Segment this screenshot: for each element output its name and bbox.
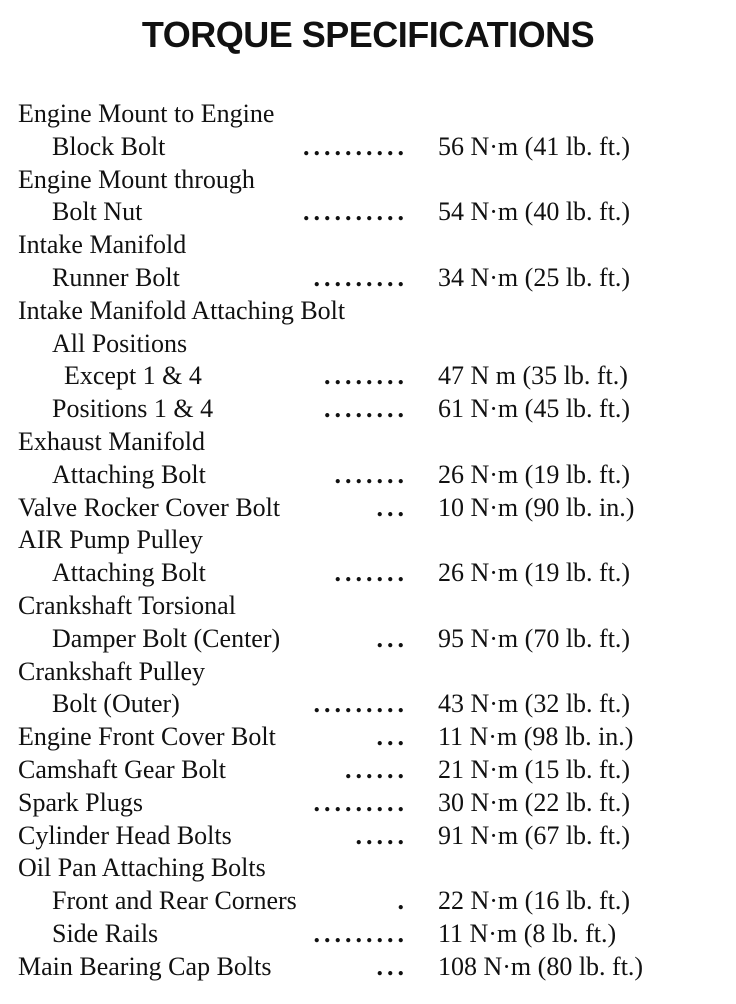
dot-leader: ......... — [313, 787, 408, 817]
spec-value: 10 N·m (90 lb. in.) — [438, 492, 635, 522]
dot-leader: . — [397, 886, 408, 916]
spec-line — [18, 951, 718, 984]
spec-line — [18, 426, 718, 459]
dot-leader: ......... — [313, 262, 408, 292]
spec-label: Spark Plugs — [18, 787, 143, 817]
spec-line — [18, 820, 718, 853]
spec-label: Engine Mount through — [18, 164, 255, 194]
spec-line — [18, 787, 718, 820]
spec-value: 30 N·m (22 lb. ft.) — [438, 787, 631, 817]
spec-line — [18, 131, 718, 164]
dot-leader: ... — [376, 623, 408, 653]
spec-label: Positions 1 & 4 — [52, 394, 214, 424]
spec-value: 47 N m (35 lb. ft.) — [438, 361, 628, 391]
spec-label: Cylinder Head Bolts — [18, 820, 232, 850]
spec-line — [18, 885, 718, 918]
spec-line — [18, 754, 718, 787]
dot-leader: ... — [376, 722, 408, 752]
dot-leader: ... — [376, 951, 408, 981]
dot-leader: ........ — [324, 394, 408, 424]
spec-value: 61 N·m (45 lb. ft.) — [438, 394, 631, 424]
spec-label: Valve Rocker Cover Bolt — [18, 492, 281, 522]
spec-value: 95 N·m (70 lb. ft.) — [438, 623, 631, 653]
spec-label: Block Bolt — [52, 131, 166, 161]
spec-line — [18, 164, 718, 197]
spec-label: Crankshaft Torsional — [18, 590, 236, 620]
spec-label: Attaching Bolt — [52, 558, 206, 588]
spec-value: 22 N·m (16 lb. ft.) — [438, 886, 631, 916]
spec-value: 54 N·m (40 lb. ft.) — [438, 197, 631, 227]
spec-line — [18, 98, 718, 131]
spec-line — [18, 918, 718, 951]
spec-label: AIR Pump Pulley — [18, 525, 203, 555]
spec-line — [18, 590, 718, 623]
dot-leader: ....... — [334, 459, 408, 489]
page-title: TORQUE SPECIFICATIONS — [141, 14, 595, 55]
spec-value: 108 N·m (80 lb. ft.) — [438, 951, 644, 981]
spec-label: Engine Front Cover Bolt — [18, 722, 276, 752]
dot-leader: ......... — [313, 689, 408, 719]
spec-label: Bolt Nut — [52, 197, 143, 227]
spec-line — [18, 623, 718, 656]
spec-line — [18, 492, 718, 525]
spec-label: Camshaft Gear Bolt — [18, 754, 226, 784]
spec-label: All Positions — [52, 328, 188, 358]
dot-leader: ..... — [355, 820, 408, 850]
spec-line — [18, 393, 718, 426]
spec-line — [18, 360, 718, 393]
spec-value: 21 N·m (15 lb. ft.) — [438, 754, 631, 784]
spec-line — [18, 721, 718, 754]
spec-value: 11 N·m (98 lb. in.) — [438, 722, 634, 752]
spec-line — [18, 295, 718, 328]
spec-line — [18, 688, 718, 721]
spec-line — [18, 459, 718, 492]
spec-value: 43 N·m (32 lb. ft.) — [438, 689, 631, 719]
spec-value: 11 N·m (8 lb. ft.) — [438, 918, 617, 948]
spec-label: Crankshaft Pulley — [18, 656, 206, 686]
spec-label: Attaching Bolt — [52, 459, 206, 489]
dot-leader: ....... — [334, 558, 408, 588]
spec-value: 34 N·m (25 lb. ft.) — [438, 262, 631, 292]
spec-line — [18, 852, 718, 885]
torque-spec-list — [18, 98, 718, 984]
spec-label: Main Bearing Cap Bolts — [18, 951, 272, 981]
dot-leader: .......... — [303, 197, 408, 227]
spec-value: 26 N·m (19 lb. ft.) — [438, 558, 631, 588]
spec-value: 56 N·m (41 lb. ft.) — [438, 131, 631, 161]
spec-label: Side Rails — [52, 918, 159, 948]
spec-value: 26 N·m (19 lb. ft.) — [438, 459, 631, 489]
spec-label: Oil Pan Attaching Bolts — [18, 853, 266, 883]
spec-label: Exhaust Manifold — [18, 426, 206, 456]
spec-line — [18, 196, 718, 229]
dot-leader: ......... — [313, 918, 408, 948]
dot-leader: ... — [376, 492, 408, 522]
spec-label: Bolt (Outer) — [52, 689, 180, 719]
dot-leader: ........ — [324, 361, 408, 391]
dot-leader: ...... — [345, 754, 408, 784]
spec-label: Except 1 & 4 — [64, 361, 202, 391]
spec-line — [18, 557, 718, 590]
spec-label: Intake Manifold Attaching Bolt — [18, 295, 346, 325]
spec-line — [18, 328, 718, 361]
spec-line — [18, 656, 718, 689]
dot-leader: .......... — [303, 131, 408, 161]
spec-label: Engine Mount to Engine — [18, 99, 275, 128]
spec-line — [18, 229, 718, 262]
spec-value: 91 N·m (67 lb. ft.) — [438, 820, 631, 850]
spec-line — [18, 262, 718, 295]
spec-label: Front and Rear Corners — [52, 886, 297, 916]
spec-label: Intake Manifold — [18, 230, 187, 260]
spec-line — [18, 524, 718, 557]
spec-label: Damper Bolt (Center) — [52, 623, 281, 653]
spec-label: Runner Bolt — [52, 262, 180, 292]
